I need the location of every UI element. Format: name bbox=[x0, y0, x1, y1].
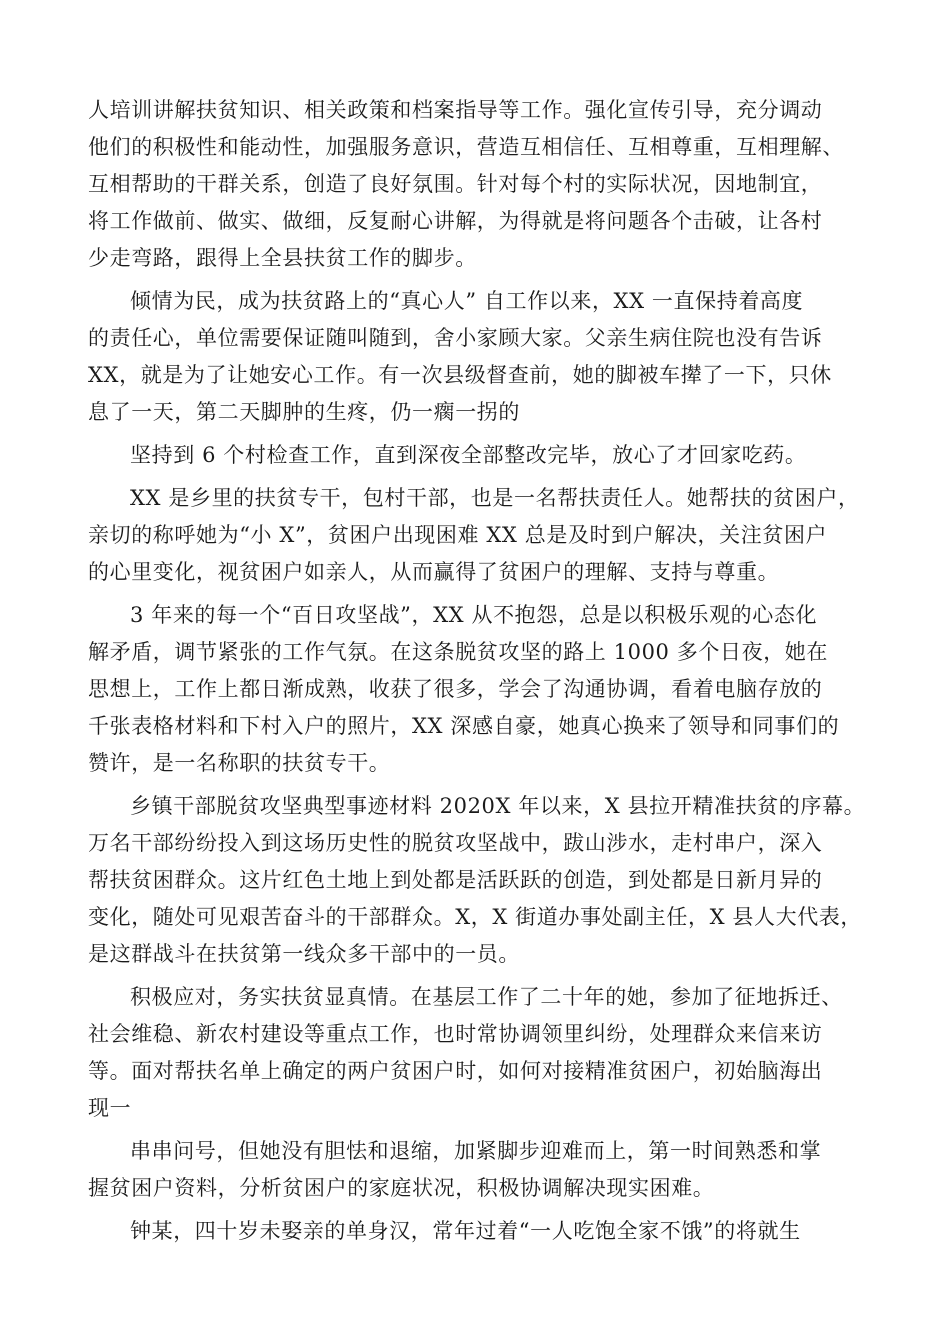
text-line: 变化，随处可见艰苦奋斗的干部群众。X，X 街道办事处副主任，X 县人大代表， bbox=[88, 905, 862, 929]
text-line: 串串问号，但她没有胆怯和退缩，加紧脚步迎难而上，第一时间熟悉和掌 bbox=[130, 1139, 822, 1163]
text-line: 人培训讲解扶贫知识、相关政策和档案指导等工作。强化宣传引导，充分调动 bbox=[88, 98, 823, 122]
text-line: 少走弯路，跟得上全县扶贫工作的脚步。 bbox=[88, 246, 477, 270]
text-line: 千张表格材料和下村入户的照片，XX 深感自豪，她真心换来了领导和同事们的 bbox=[88, 714, 840, 738]
text-line: 乡镇干部脱贫攻坚典型事迹材料 2020X 年以来，X 县拉开精准扶贫的序幕。 bbox=[130, 794, 866, 818]
text-line: 赞许，是一名称职的扶贫专干。 bbox=[88, 751, 391, 775]
text-line: 社会维稳、新农村建设等重点工作，也时常协调领里纠纷，处理群众来信来访 bbox=[88, 1022, 823, 1046]
text-line: 等。面对帮扶名单上确定的两户贫困户时，如何对接精准贫困户，初始脑海出 bbox=[88, 1059, 823, 1083]
text-line: 亲切的称呼她为“小 X”，贫困户出现困难 XX 总是及时到户解决，关注贫困户 bbox=[88, 523, 828, 547]
text-line: 万名干部纷纷投入到这场历史性的脱贫攻坚战中，跋山涉水，走村串户，深入 bbox=[88, 831, 823, 855]
text-line: 将工作做前、做实、做细，反复耐心讲解，为得就是将问题各个击破，让各村 bbox=[88, 209, 823, 233]
text-line: XX 是乡里的扶贫专干，包村干部，也是一名帮扶责任人。她帮扶的贫困户， bbox=[130, 486, 860, 510]
text-line: 是这群战斗在扶贫第一线众多干部中的一员。 bbox=[88, 942, 520, 966]
text-line: 他们的积极性和能动性，加强服务意识，营造互相信任、互相尊重，互相理解、 bbox=[88, 135, 844, 159]
text-line: 的心里变化，视贫困户如亲人，从而赢得了贫困户的理解、支持与尊重。 bbox=[88, 560, 780, 584]
text-line: 帮扶贫困群众。这片红色土地上到处都是活跃跃的创造，到处都是日新月异的 bbox=[88, 868, 823, 892]
text-line: 的责任心，单位需要保证随叫随到，舍小家顾大家。父亲生病住院也没有告诉 bbox=[88, 326, 823, 350]
text-line: 钟某，四十岁未娶亲的单身汉，常年过着“一人吃饱全家不饿”的将就生 bbox=[130, 1219, 801, 1243]
document-body bbox=[88, 92, 864, 1250]
text-line: XX，就是为了让她安心工作。有一次县级督查前，她的脚被车撵了一下，只休 bbox=[88, 363, 832, 387]
text-line: 3 年来的每一个“百日攻坚战”，XX 从不抱怨，总是以积极乐观的心态化 bbox=[130, 603, 818, 627]
text-line: 息了一天，第二天脚肿的生疼，仍一瘸一拐的 bbox=[88, 400, 520, 424]
text-line: 坚持到 6 个村检查工作，直到深夜全部整改完毕，放心了才回家吃药。 bbox=[130, 443, 807, 467]
text-line: 倾情为民，成为扶贫路上的“真心人” 自工作以来，XX 一直保持着高度 bbox=[130, 289, 804, 313]
text-line: 解矛盾，调节紧张的工作气氛。在这条脱贫攻坚的路上 1000 多个日夜，她在 bbox=[88, 640, 828, 664]
text-line: 思想上，工作上都日渐成熟，收获了很多，学会了沟通协调，看着电脑存放的 bbox=[88, 677, 823, 701]
text-line: 互相帮助的干群关系，创造了良好氛围。针对每个村的实际状况，因地制宜， bbox=[88, 172, 823, 196]
text-line: 现一 bbox=[88, 1096, 132, 1120]
text-line: 握贫困户资料，分析贫困户的家庭状况，积极协调解决现实困难。 bbox=[88, 1176, 715, 1200]
text-line: 积极应对，务实扶贫显真情。在基层工作了二十年的她，参加了征地拆迁、 bbox=[130, 985, 843, 1009]
